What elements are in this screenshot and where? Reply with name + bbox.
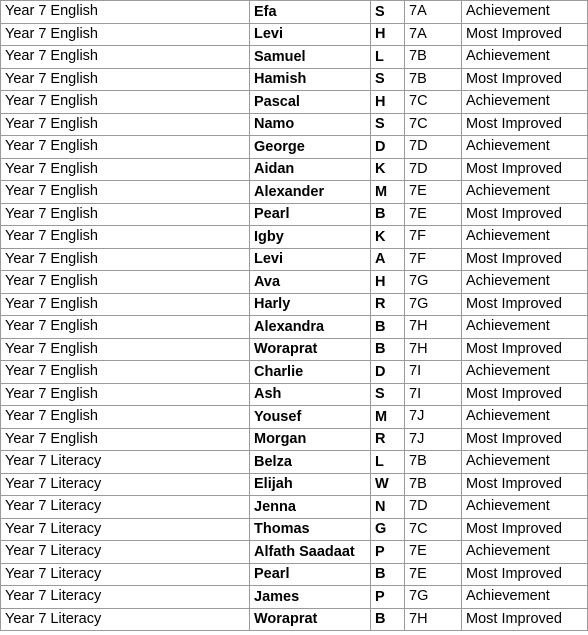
table-row <box>1 158 588 181</box>
student-name-cell[interactable]: Pearl <box>250 563 371 586</box>
student-name-cell[interactable]: Belza <box>250 451 371 474</box>
subject-cell[interactable]: Year 7 English <box>1 113 250 136</box>
table-row <box>1 1 588 24</box>
table-row <box>1 428 588 451</box>
surname-initial-cell[interactable]: G <box>371 518 405 541</box>
table-row <box>1 248 588 271</box>
subject-cell[interactable]: Year 7 Literacy <box>1 496 250 519</box>
table-row <box>1 608 588 631</box>
surname-initial-cell[interactable]: L <box>371 46 405 69</box>
student-name-cell[interactable]: Harly <box>250 293 371 316</box>
subject-cell[interactable]: Year 7 Literacy <box>1 473 250 496</box>
class-cell[interactable]: 7H <box>405 608 462 631</box>
class-cell[interactable]: 7E <box>405 203 462 226</box>
class-cell[interactable]: 7I <box>405 383 462 406</box>
subject-cell[interactable]: Year 7 English <box>1 181 250 204</box>
class-cell[interactable]: 7E <box>405 541 462 564</box>
table-row <box>1 181 588 204</box>
award-cell[interactable]: Achievement <box>462 496 588 519</box>
class-cell[interactable]: 7B <box>405 68 462 91</box>
class-cell[interactable]: 7H <box>405 338 462 361</box>
table-row <box>1 46 588 69</box>
class-cell[interactable]: 7D <box>405 136 462 159</box>
student-name-cell[interactable]: Ava <box>250 271 371 294</box>
surname-initial-cell[interactable]: H <box>371 91 405 114</box>
award-cell[interactable]: Most Improved <box>462 608 588 631</box>
class-cell[interactable]: 7H <box>405 316 462 339</box>
student-name-cell[interactable]: Igby <box>250 226 371 249</box>
surname-initial-cell[interactable]: B <box>371 203 405 226</box>
class-cell[interactable]: 7G <box>405 586 462 609</box>
award-cell[interactable]: Most Improved <box>462 23 588 46</box>
student-name-cell[interactable]: George <box>250 136 371 159</box>
class-cell[interactable]: 7B <box>405 473 462 496</box>
class-cell[interactable]: 7D <box>405 496 462 519</box>
class-cell[interactable]: 7A <box>405 23 462 46</box>
subject-cell[interactable]: Year 7 English <box>1 248 250 271</box>
class-cell[interactable]: 7E <box>405 181 462 204</box>
class-cell[interactable]: 7E <box>405 563 462 586</box>
surname-initial-cell[interactable]: S <box>371 383 405 406</box>
surname-initial-cell[interactable]: W <box>371 473 405 496</box>
table-row <box>1 518 588 541</box>
award-cell[interactable]: Achievement <box>462 46 588 69</box>
surname-initial-cell[interactable]: S <box>371 113 405 136</box>
surname-initial-cell[interactable]: L <box>371 451 405 474</box>
table-row <box>1 68 588 91</box>
table-row <box>1 23 588 46</box>
student-name-cell[interactable]: Levi <box>250 23 371 46</box>
surname-initial-cell[interactable]: D <box>371 136 405 159</box>
student-name-cell[interactable]: Alexandra <box>250 316 371 339</box>
student-name-cell[interactable]: Woraprat <box>250 338 371 361</box>
surname-initial-cell[interactable]: K <box>371 226 405 249</box>
award-cell[interactable]: Most Improved <box>462 338 588 361</box>
subject-cell[interactable]: Year 7 English <box>1 271 250 294</box>
class-cell[interactable]: 7F <box>405 226 462 249</box>
surname-initial-cell[interactable]: K <box>371 158 405 181</box>
student-name-cell[interactable]: Charlie <box>250 361 371 384</box>
subject-cell[interactable]: Year 7 English <box>1 136 250 159</box>
table-row <box>1 496 588 519</box>
award-cell[interactable]: Most Improved <box>462 248 588 271</box>
award-cell[interactable]: Most Improved <box>462 68 588 91</box>
class-cell[interactable]: 7C <box>405 518 462 541</box>
subject-cell[interactable]: Year 7 English <box>1 1 250 24</box>
class-cell[interactable]: 7G <box>405 293 462 316</box>
surname-initial-cell[interactable]: B <box>371 608 405 631</box>
subject-cell[interactable]: Year 7 English <box>1 406 250 429</box>
class-cell[interactable]: 7C <box>405 113 462 136</box>
student-name-cell[interactable]: Pearl <box>250 203 371 226</box>
table-row <box>1 293 588 316</box>
surname-initial-cell[interactable]: A <box>371 248 405 271</box>
subject-cell[interactable]: Year 7 English <box>1 383 250 406</box>
table-row <box>1 136 588 159</box>
subject-cell[interactable]: Year 7 English <box>1 91 250 114</box>
subject-cell[interactable]: Year 7 Literacy <box>1 541 250 564</box>
table-row <box>1 383 588 406</box>
table-row <box>1 316 588 339</box>
award-cell[interactable]: Achievement <box>462 226 588 249</box>
award-cell[interactable]: Most Improved <box>462 563 588 586</box>
award-cell[interactable]: Most Improved <box>462 473 588 496</box>
award-cell[interactable]: Achievement <box>462 451 588 474</box>
table-row <box>1 541 588 564</box>
subject-cell[interactable]: Year 7 English <box>1 293 250 316</box>
subject-cell[interactable]: Year 7 English <box>1 428 250 451</box>
subject-cell[interactable]: Year 7 English <box>1 203 250 226</box>
surname-initial-cell[interactable]: B <box>371 338 405 361</box>
student-name-cell[interactable]: Namo <box>250 113 371 136</box>
student-name-cell[interactable]: Levi <box>250 248 371 271</box>
table-row <box>1 338 588 361</box>
surname-initial-cell[interactable]: S <box>371 68 405 91</box>
student-name-cell[interactable]: Morgan <box>250 428 371 451</box>
table-row <box>1 226 588 249</box>
student-name-cell[interactable]: Samuel <box>250 46 371 69</box>
student-name-cell[interactable]: Pascal <box>250 91 371 114</box>
table-row <box>1 406 588 429</box>
table-row <box>1 451 588 474</box>
award-cell[interactable]: Achievement <box>462 181 588 204</box>
surname-initial-cell[interactable]: S <box>371 1 405 24</box>
award-cell[interactable]: Achievement <box>462 361 588 384</box>
award-cell[interactable]: Achievement <box>462 1 588 24</box>
surname-initial-cell[interactable]: D <box>371 361 405 384</box>
awards-table-body <box>1 1 588 631</box>
student-name-cell[interactable]: Thomas <box>250 518 371 541</box>
table-row <box>1 113 588 136</box>
student-name-cell[interactable]: Yousef <box>250 406 371 429</box>
subject-cell[interactable]: Year 7 Literacy <box>1 518 250 541</box>
surname-initial-cell[interactable]: M <box>371 406 405 429</box>
surname-initial-cell[interactable]: H <box>371 23 405 46</box>
award-cell[interactable]: Most Improved <box>462 293 588 316</box>
subject-cell[interactable]: Year 7 English <box>1 68 250 91</box>
class-cell[interactable]: 7F <box>405 248 462 271</box>
surname-initial-cell[interactable]: B <box>371 563 405 586</box>
award-cell[interactable]: Most Improved <box>462 113 588 136</box>
student-name-cell[interactable]: Ash <box>250 383 371 406</box>
surname-initial-cell[interactable]: H <box>371 271 405 294</box>
surname-initial-cell[interactable]: N <box>371 496 405 519</box>
class-cell[interactable]: 7J <box>405 428 462 451</box>
surname-initial-cell[interactable]: R <box>371 293 405 316</box>
surname-initial-cell[interactable]: B <box>371 316 405 339</box>
subject-cell[interactable]: Year 7 Literacy <box>1 563 250 586</box>
table-row <box>1 91 588 114</box>
class-cell[interactable]: 7J <box>405 406 462 429</box>
subject-cell[interactable]: Year 7 Literacy <box>1 608 250 631</box>
award-cell[interactable]: Most Improved <box>462 158 588 181</box>
table-row <box>1 563 588 586</box>
award-cell[interactable]: Achievement <box>462 406 588 429</box>
class-cell[interactable]: 7B <box>405 451 462 474</box>
award-cell[interactable]: Most Improved <box>462 428 588 451</box>
class-cell[interactable]: 7B <box>405 46 462 69</box>
surname-initial-cell[interactable]: M <box>371 181 405 204</box>
subject-cell[interactable]: Year 7 English <box>1 226 250 249</box>
class-cell[interactable]: 7D <box>405 158 462 181</box>
award-cell[interactable]: Achievement <box>462 541 588 564</box>
award-cell[interactable]: Achievement <box>462 136 588 159</box>
subject-cell[interactable]: Year 7 English <box>1 361 250 384</box>
surname-initial-cell[interactable]: P <box>371 586 405 609</box>
class-cell[interactable]: 7C <box>405 91 462 114</box>
student-name-cell[interactable]: Aidan <box>250 158 371 181</box>
student-name-cell[interactable]: Jenna <box>250 496 371 519</box>
subject-cell[interactable]: Year 7 English <box>1 338 250 361</box>
award-cell[interactable]: Achievement <box>462 271 588 294</box>
table-row <box>1 473 588 496</box>
award-cell[interactable]: Achievement <box>462 586 588 609</box>
student-name-cell[interactable]: Efa <box>250 1 371 24</box>
subject-cell[interactable]: Year 7 Literacy <box>1 451 250 474</box>
table-row <box>1 361 588 384</box>
class-cell[interactable]: 7G <box>405 271 462 294</box>
award-cell[interactable]: Most Improved <box>462 518 588 541</box>
table-row <box>1 271 588 294</box>
table-row <box>1 586 588 609</box>
subject-cell[interactable]: Year 7 English <box>1 158 250 181</box>
student-name-cell[interactable]: Woraprat <box>250 608 371 631</box>
award-cell[interactable]: Most Improved <box>462 383 588 406</box>
award-cell[interactable]: Most Improved <box>462 203 588 226</box>
table-row <box>1 203 588 226</box>
student-name-cell[interactable]: Alfath Saadaat <box>250 541 371 564</box>
student-name-cell[interactable]: Elijah <box>250 473 371 496</box>
student-name-cell[interactable]: Alexander <box>250 181 371 204</box>
award-cell[interactable]: Achievement <box>462 316 588 339</box>
surname-initial-cell[interactable]: R <box>371 428 405 451</box>
class-cell[interactable]: 7A <box>405 1 462 24</box>
student-name-cell[interactable]: James <box>250 586 371 609</box>
award-cell[interactable]: Achievement <box>462 91 588 114</box>
class-cell[interactable]: 7I <box>405 361 462 384</box>
subject-cell[interactable]: Year 7 English <box>1 23 250 46</box>
subject-cell[interactable]: Year 7 English <box>1 316 250 339</box>
surname-initial-cell[interactable]: P <box>371 541 405 564</box>
subject-cell[interactable]: Year 7 Literacy <box>1 586 250 609</box>
subject-cell[interactable]: Year 7 English <box>1 46 250 69</box>
student-name-cell[interactable]: Hamish <box>250 68 371 91</box>
